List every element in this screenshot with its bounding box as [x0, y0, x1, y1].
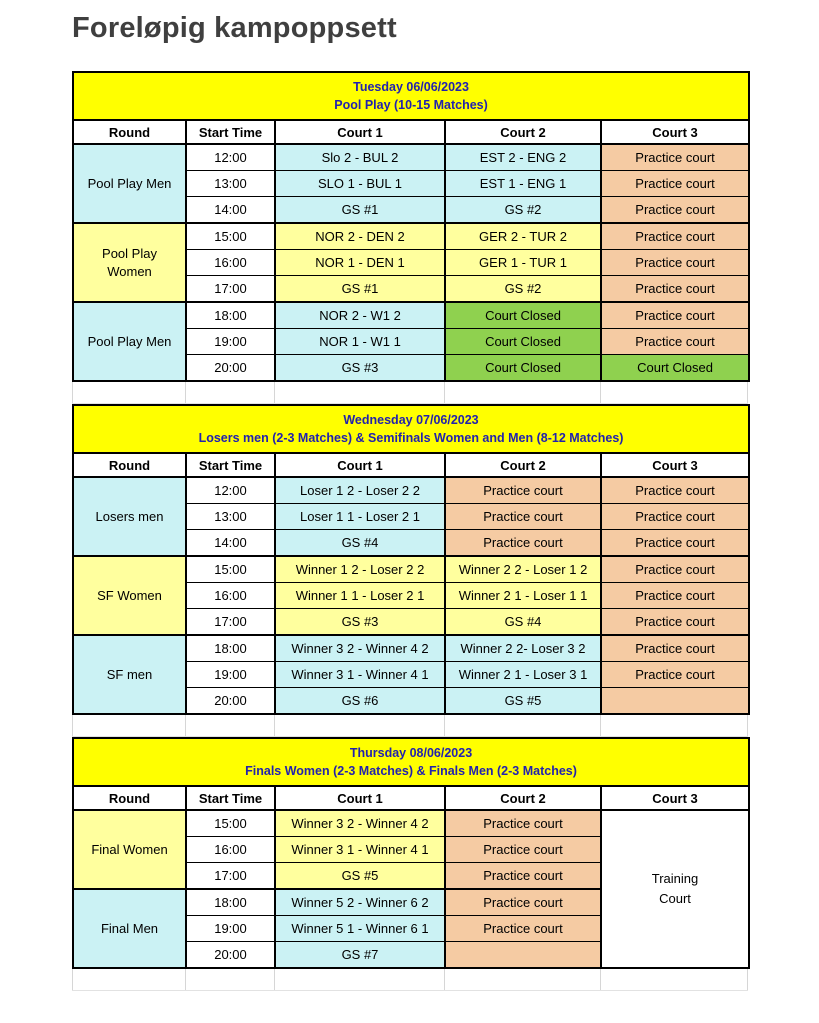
court-cell — [445, 688, 601, 715]
table-title — [73, 738, 749, 786]
court-cell — [275, 250, 445, 276]
court-cell — [275, 197, 445, 224]
cell-text: Practice court — [635, 562, 715, 577]
court-cell — [445, 302, 601, 329]
court-cell — [601, 329, 749, 355]
cell-text: GS #5 — [341, 868, 379, 883]
court-cell — [275, 635, 445, 662]
column-header — [186, 786, 275, 810]
court-cell — [601, 276, 749, 303]
column-header — [275, 786, 445, 810]
tables-container — [0, 45, 819, 991]
court-cell — [275, 355, 445, 382]
court-cell — [445, 355, 601, 382]
round-cell — [73, 635, 186, 714]
cell-text: Court Closed — [637, 360, 713, 375]
cell-text: NOR 1 - DEN 1 — [315, 255, 405, 270]
cell-text: Practice court — [635, 483, 715, 498]
grid-ghost-cell — [274, 969, 444, 990]
cell-text: Court Closed — [485, 308, 561, 323]
cell-text: 12:00 — [214, 150, 247, 165]
cell-text: Pool Play Women — [102, 245, 157, 279]
cell-text: 16:00 — [214, 842, 247, 857]
court-cell — [601, 302, 749, 329]
court-cell — [445, 144, 601, 171]
court-cell — [445, 223, 601, 250]
court-cell — [445, 916, 601, 942]
cell-text: 15:00 — [214, 816, 247, 831]
cell-text: NOR 2 - DEN 2 — [315, 229, 405, 244]
court-cell — [275, 477, 445, 504]
cell-text: Practice court — [483, 868, 563, 883]
grid-ghost-row — [72, 382, 748, 404]
grid-ghost-cell — [274, 715, 444, 736]
cell-text: SLO 1 - BUL 1 — [317, 176, 403, 191]
cell-text: Winner 2 2- Loser 3 2 — [460, 641, 586, 656]
grid-ghost-cell — [185, 382, 274, 403]
time-cell — [186, 276, 275, 303]
cell-text: Court Closed — [485, 360, 561, 375]
column-header-label: Round — [108, 124, 151, 140]
time-cell — [186, 863, 275, 890]
court-cell — [445, 635, 601, 662]
cell-text: 19:00 — [214, 667, 247, 682]
court-cell — [445, 530, 601, 557]
table-date: Tuesday 06/06/2023 — [353, 80, 469, 94]
cell-text: 19:00 — [214, 921, 247, 936]
court-cell — [601, 477, 749, 504]
column-header — [275, 453, 445, 477]
court-cell — [601, 223, 749, 250]
column-header-label: Court 1 — [337, 457, 383, 473]
time-cell — [186, 530, 275, 557]
cell-text: Practice court — [635, 255, 715, 270]
cell-text: Final Men — [100, 920, 159, 936]
court-cell — [601, 688, 749, 715]
column-header-label: Court 2 — [500, 457, 546, 473]
column-header-label: Start Time — [198, 457, 263, 473]
cell-text: Practice court — [483, 535, 563, 550]
court-cell — [601, 609, 749, 636]
cell-text: 15:00 — [214, 229, 247, 244]
schedule-table — [72, 737, 750, 969]
grid-ghost-cell — [444, 382, 600, 403]
table-title — [73, 405, 749, 453]
cell-text: 20:00 — [214, 947, 247, 962]
round-cell — [73, 477, 186, 556]
court-cell — [275, 144, 445, 171]
column-header-label: Court 3 — [652, 457, 698, 473]
time-cell — [186, 916, 275, 942]
court-cell — [445, 504, 601, 530]
column-header-label: Court 1 — [337, 790, 383, 806]
cell-text: Practice court — [635, 176, 715, 191]
grid-ghost-cell — [185, 969, 274, 990]
column-header — [186, 453, 275, 477]
cell-text: Practice court — [635, 281, 715, 296]
cell-text: Final Women — [91, 841, 168, 857]
grid-ghost-cell — [600, 382, 748, 403]
court-cell — [601, 530, 749, 557]
time-cell — [186, 556, 275, 583]
time-cell — [186, 197, 275, 224]
court-cell — [601, 556, 749, 583]
court-cell — [445, 250, 601, 276]
cell-text: Winner 1 2 - Loser 2 2 — [295, 562, 425, 577]
court-cell — [275, 942, 445, 969]
court-cell — [445, 556, 601, 583]
court-cell — [275, 916, 445, 942]
column-header — [186, 120, 275, 144]
column-header-label: Start Time — [198, 790, 263, 806]
cell-text: Winner 3 1 - Winner 4 1 — [291, 842, 429, 857]
cell-text: Practice court — [635, 588, 715, 603]
cell-text: 17:00 — [214, 614, 247, 629]
round-cell — [73, 556, 186, 635]
cell-text: Training Court — [651, 870, 699, 906]
cell-text: Winner 3 2 - Winner 4 2 — [291, 816, 429, 831]
cell-text: 15:00 — [214, 562, 247, 577]
court-cell — [601, 504, 749, 530]
court-cell — [445, 863, 601, 890]
cell-text: GS #4 — [341, 535, 379, 550]
cell-text: Practice court — [483, 842, 563, 857]
column-header-label: Court 1 — [337, 124, 383, 140]
cell-text: Pool Play Men — [87, 175, 172, 191]
cell-text: Losers men — [95, 508, 164, 524]
time-cell — [186, 662, 275, 688]
round-cell — [73, 144, 186, 223]
table-date: Wednesday 07/06/2023 — [343, 413, 479, 427]
cell-text: Winner 2 2 - Loser 1 2 — [458, 562, 588, 577]
grid-ghost-cell — [444, 715, 600, 736]
cell-text: 14:00 — [214, 202, 247, 217]
time-cell — [186, 302, 275, 329]
cell-text: Winner 2 1 - Loser 1 1 — [458, 588, 588, 603]
time-cell — [186, 609, 275, 636]
cell-text: Slo 2 - BUL 2 — [321, 150, 399, 165]
cell-text: Loser 1 1 - Loser 2 1 — [300, 509, 420, 524]
court-cell — [275, 504, 445, 530]
court-cell — [445, 583, 601, 609]
table-title — [73, 72, 749, 120]
cell-text: Practice court — [635, 229, 715, 244]
court-cell — [275, 530, 445, 557]
cell-text: Practice court — [635, 667, 715, 682]
cell-text: GS #5 — [504, 693, 542, 708]
column-header-label: Round — [108, 457, 151, 473]
cell-text: GS #4 — [504, 614, 542, 629]
time-cell — [186, 583, 275, 609]
court-cell — [601, 583, 749, 609]
grid-ghost-cell — [600, 715, 748, 736]
column-header-label: Round — [108, 790, 151, 806]
court-cell — [445, 662, 601, 688]
court-cell — [445, 609, 601, 636]
cell-text: 18:00 — [214, 308, 247, 323]
court-cell — [601, 355, 749, 382]
schedule-table — [72, 404, 750, 715]
column-header — [73, 120, 186, 144]
cell-text: 19:00 — [214, 334, 247, 349]
court-cell — [275, 583, 445, 609]
grid-ghost-cell — [600, 969, 748, 990]
column-header — [445, 453, 601, 477]
time-cell — [186, 477, 275, 504]
time-cell — [186, 171, 275, 197]
court-cell — [601, 250, 749, 276]
table-subtitle: Losers men (2-3 Matches) & Semifinals Women and Men (8-12 Matches) — [198, 431, 624, 445]
court-cell — [275, 662, 445, 688]
court-cell — [275, 837, 445, 863]
column-header — [601, 120, 749, 144]
column-header — [73, 453, 186, 477]
cell-text: Winner 1 1 - Loser 2 1 — [295, 588, 425, 603]
column-header — [445, 786, 601, 810]
court-cell — [275, 688, 445, 715]
grid-ghost-cell — [72, 382, 185, 403]
court-cell — [601, 197, 749, 224]
court-cell — [445, 197, 601, 224]
column-header — [73, 786, 186, 810]
court-cell — [275, 810, 445, 837]
grid-ghost-cell — [185, 715, 274, 736]
cell-text: Practice court — [635, 334, 715, 349]
grid-ghost-row — [72, 715, 748, 737]
cell-text: GS #2 — [504, 281, 542, 296]
court-cell — [445, 329, 601, 355]
cell-text: Practice court — [635, 308, 715, 323]
cell-text: GS #3 — [341, 360, 379, 375]
cell-text: GS #7 — [341, 947, 379, 962]
schedule-table — [72, 71, 750, 382]
time-cell — [186, 837, 275, 863]
court-cell — [275, 863, 445, 890]
cell-text: Winner 3 2 - Winner 4 2 — [291, 641, 429, 656]
cell-text: NOR 2 - W1 2 — [319, 308, 401, 323]
cell-text: 16:00 — [214, 588, 247, 603]
cell-text: SF men — [106, 666, 153, 682]
round-cell — [73, 889, 186, 968]
time-cell — [186, 250, 275, 276]
column-header-label: Court 3 — [652, 124, 698, 140]
cell-text: GS #1 — [341, 202, 379, 217]
court-cell — [445, 837, 601, 863]
court-cell — [601, 635, 749, 662]
court-cell — [275, 276, 445, 303]
court-cell — [275, 609, 445, 636]
cell-text: Practice court — [483, 509, 563, 524]
cell-text: EST 1 - ENG 1 — [479, 176, 567, 191]
cell-text: Practice court — [635, 641, 715, 656]
time-cell — [186, 504, 275, 530]
page-title: Foreløpig kampoppsett — [72, 12, 397, 44]
court-cell — [275, 556, 445, 583]
grid-ghost-row — [72, 969, 748, 991]
cell-text: 14:00 — [214, 535, 247, 550]
time-cell — [186, 688, 275, 715]
cell-text: 20:00 — [214, 693, 247, 708]
time-cell — [186, 355, 275, 382]
cell-text: Loser 1 2 - Loser 2 2 — [300, 483, 420, 498]
column-header-label: Start Time — [198, 124, 263, 140]
cell-text: Practice court — [635, 614, 715, 629]
table-subtitle: Pool Play (10-15 Matches) — [334, 98, 488, 112]
cell-text: 12:00 — [214, 483, 247, 498]
time-cell — [186, 223, 275, 250]
cell-text: SF Women — [97, 587, 162, 603]
table-subtitle: Finals Women (2-3 Matches) & Finals Men (2-3 Matches) — [245, 764, 577, 778]
column-header — [601, 453, 749, 477]
grid-ghost-cell — [444, 969, 600, 990]
time-cell — [186, 810, 275, 837]
cell-text: 20:00 — [214, 360, 247, 375]
time-cell — [186, 942, 275, 969]
court-cell — [445, 889, 601, 916]
time-cell — [186, 889, 275, 916]
court-cell — [445, 942, 601, 969]
grid-ghost-cell — [274, 382, 444, 403]
court-cell — [445, 810, 601, 837]
court-cell — [275, 302, 445, 329]
time-cell — [186, 329, 275, 355]
table-date: Thursday 08/06/2023 — [349, 746, 473, 760]
cell-text: Court Closed — [485, 334, 561, 349]
court-cell — [601, 171, 749, 197]
round-cell — [73, 302, 186, 381]
round-cell — [73, 810, 186, 889]
column-header — [445, 120, 601, 144]
cell-text: GER 1 - TUR 1 — [479, 255, 567, 270]
cell-text: Practice court — [635, 509, 715, 524]
court-cell — [275, 889, 445, 916]
cell-text: Winner 5 2 - Winner 6 2 — [291, 895, 429, 910]
cell-text: 17:00 — [214, 281, 247, 296]
cell-text: Practice court — [483, 895, 563, 910]
court-cell — [601, 662, 749, 688]
cell-text: GS #6 — [341, 693, 379, 708]
round-cell — [73, 223, 186, 302]
cell-text: 17:00 — [214, 868, 247, 883]
time-cell — [186, 144, 275, 171]
cell-text: GS #3 — [341, 614, 379, 629]
cell-text: 16:00 — [214, 255, 247, 270]
cell-text: Pool Play Men — [87, 333, 172, 349]
column-header-label: Court 3 — [652, 790, 698, 806]
court-cell — [275, 171, 445, 197]
court-cell — [445, 477, 601, 504]
cell-text: Practice court — [635, 150, 715, 165]
cell-text: Practice court — [483, 483, 563, 498]
court-cell — [445, 171, 601, 197]
grid-ghost-cell — [72, 715, 185, 736]
court-cell — [275, 329, 445, 355]
cell-text: Practice court — [635, 202, 715, 217]
time-cell — [186, 635, 275, 662]
column-header — [275, 120, 445, 144]
cell-text: 13:00 — [214, 176, 247, 191]
cell-text: Practice court — [483, 816, 563, 831]
column-header — [601, 786, 749, 810]
court-cell — [601, 810, 749, 968]
court-cell — [445, 276, 601, 303]
cell-text: NOR 1 - W1 1 — [319, 334, 401, 349]
cell-text: 18:00 — [214, 895, 247, 910]
column-header-label: Court 2 — [500, 124, 546, 140]
cell-text: Practice court — [483, 921, 563, 936]
court-cell — [601, 144, 749, 171]
cell-text: Winner 3 1 - Winner 4 1 — [291, 667, 429, 682]
cell-text: Practice court — [635, 535, 715, 550]
court-cell — [275, 223, 445, 250]
column-header-label: Court 2 — [500, 790, 546, 806]
cell-text: 18:00 — [214, 641, 247, 656]
grid-ghost-cell — [72, 969, 185, 990]
cell-text: GER 2 - TUR 2 — [479, 229, 567, 244]
cell-text: Winner 2 1 - Loser 3 1 — [458, 667, 588, 682]
cell-text: EST 2 - ENG 2 — [479, 150, 567, 165]
cell-text: GS #2 — [504, 202, 542, 217]
cell-text: Winner 5 1 - Winner 6 1 — [291, 921, 429, 936]
cell-text: GS #1 — [341, 281, 379, 296]
cell-text: 13:00 — [214, 509, 247, 524]
